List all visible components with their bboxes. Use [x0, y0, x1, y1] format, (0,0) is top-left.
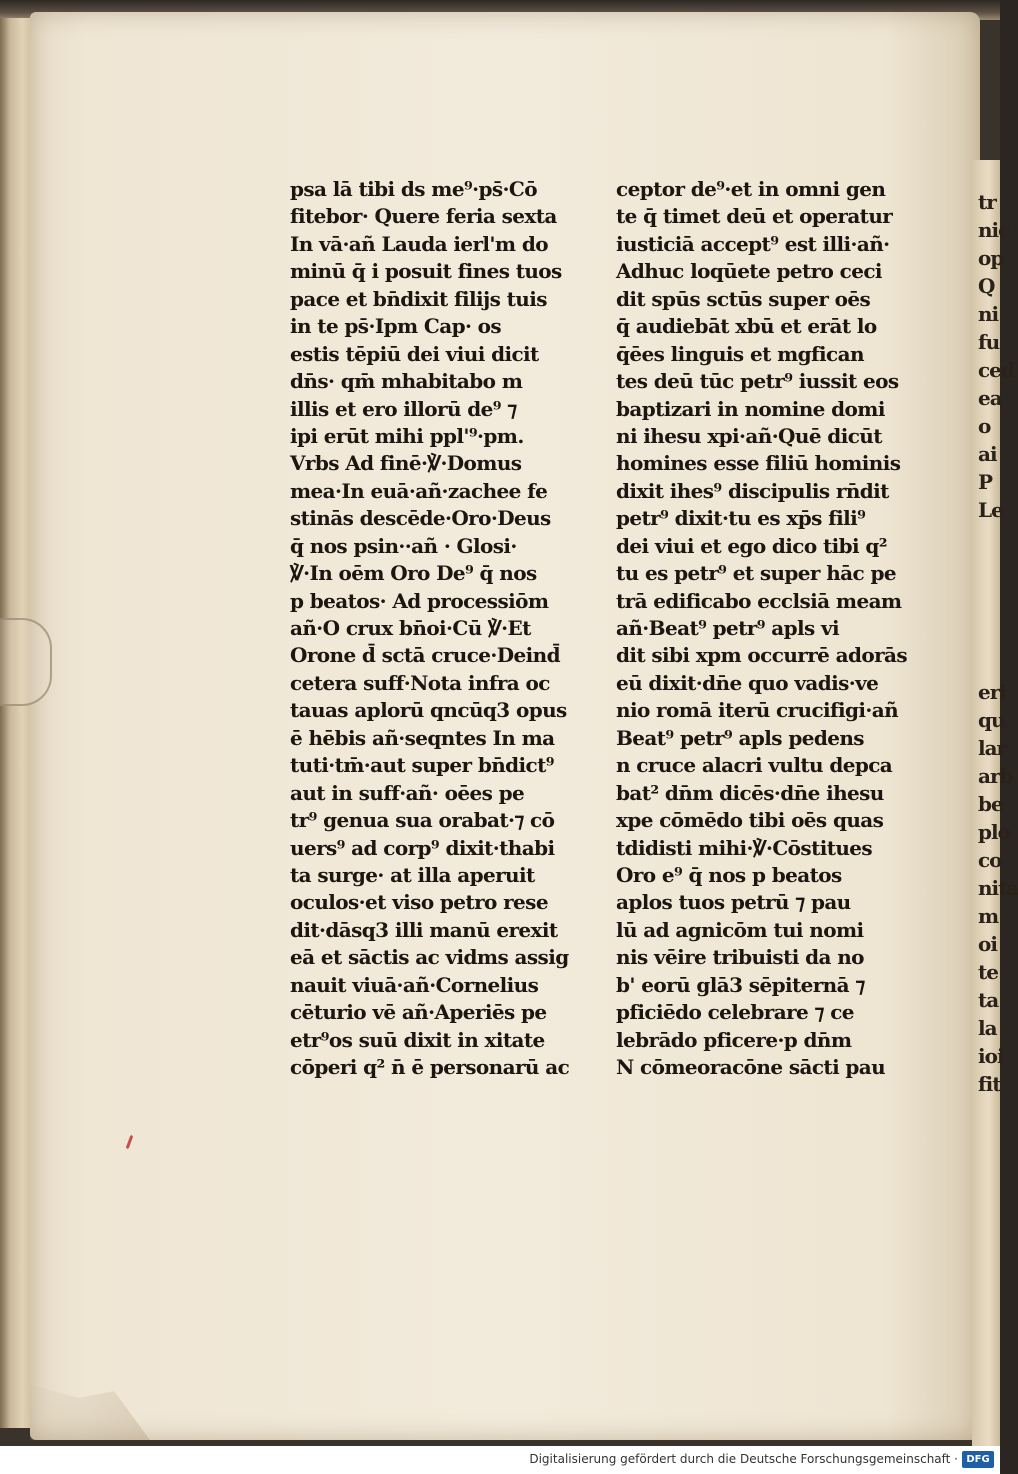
text-line: n cruce alacri vultu depca — [616, 753, 893, 778]
facing-page-fragment: o — [978, 414, 991, 438]
text-line: p beatos· Ad processiōm — [290, 588, 549, 613]
facing-page-fragment: eri — [978, 680, 1006, 704]
text-line: ipi erūt mihi ppl'⁹·pm. — [290, 423, 524, 448]
text-line: nauit viuā·añ·Cornelius — [290, 972, 539, 997]
text-line: bat² dn̄m dicēs·dn̄e ihesu — [616, 780, 884, 805]
facing-page-fragment: lar — [978, 736, 1007, 760]
text-line: Vrbs Ad finē·℣·Domus — [290, 451, 522, 476]
text-line: dit·dāsq3 illi manū erexit — [290, 917, 558, 942]
facing-page-fragment: fu — [978, 330, 1000, 354]
facing-page-fragment: ea — [978, 386, 1002, 410]
text-line: homines esse filiū hominis — [616, 451, 901, 476]
text-line: fitebor· Quere feria sexta — [290, 204, 557, 229]
text-line: baptizari in nomine domi — [616, 396, 885, 421]
facing-page-fragment: te — [978, 960, 998, 984]
text-line: tu es petr⁹ et super hāc pe — [616, 561, 896, 586]
text-line: aut in suff·añ· oēes pe — [290, 780, 525, 805]
text-line: q̄ audiebāt xbū et erāt lo — [616, 314, 877, 339]
text-line: trā edificabo ecclsiā meam — [616, 588, 902, 613]
footer-bar — [0, 1446, 1000, 1474]
text-line: pficiēdo celebrare ⁊ ce — [616, 1000, 854, 1025]
text-line: b' eorū glā3 sēpiternā ⁊ — [616, 972, 865, 997]
facing-page-fragment: ni — [978, 302, 999, 326]
text-line: nio romā iterū crucifigi·añ — [616, 698, 899, 723]
text-line: tdidisti mihi·℣·Cōstitues — [616, 835, 873, 860]
facing-page-strip — [972, 160, 1018, 1450]
text-line: añ·O crux bn̄oi·Cū ℣·Et — [290, 616, 531, 640]
facing-page-fragment: ai — [978, 442, 997, 466]
text-line: in te ps̄·Ipm Cap· os — [290, 314, 502, 339]
text-line: eā et sāctis ac vidms assig — [290, 945, 569, 970]
text-line: psa lā tibi ds me⁹·ps̄·Cō — [290, 177, 537, 201]
facing-page-fragment: Le — [978, 498, 1003, 522]
facing-page-fragment: arb — [978, 764, 1013, 788]
page-clip — [0, 618, 52, 706]
text-line: ℣·In oēm Oro De⁹ q̄ nos — [290, 561, 537, 586]
facing-page-fragment: nic — [978, 218, 1010, 242]
facing-page-fragment: oi — [978, 932, 997, 956]
text-line: stinās descēde·Oro·Deus — [290, 506, 551, 531]
facing-page-fragment: fit — [978, 1072, 1001, 1096]
facing-page-fragment: m — [978, 904, 999, 928]
facing-page-fragment: qu — [978, 708, 1005, 732]
text-line: lebrādo pficere·p dn̄m — [616, 1027, 852, 1052]
text-line: Orone d̄ sctā cruce·Deind̄ — [290, 643, 560, 668]
text-line: mea·In euā·añ·zachee fe — [290, 478, 548, 503]
text-line: ē hēbis añ·seqntes In ma — [290, 725, 555, 750]
text-line: q̄ nos psin··añ · Glosi· — [290, 533, 517, 558]
text-line: nis vēire tribuisti da no — [616, 945, 864, 970]
text-line: dei viui et ego dico tibi q² — [616, 533, 887, 558]
text-line: petr⁹ dixit·tu es xp̄s fili⁹ — [616, 506, 866, 531]
facing-page-fragment: ced — [978, 358, 1014, 382]
text-column-left — [290, 176, 590, 1081]
text-line: xpe cōmēdo tibi oēs quas — [616, 808, 884, 833]
text-line: ta surge· at illa aperuit — [290, 862, 535, 887]
text-line: uers⁹ ad corp⁹ dixit·thabi — [290, 835, 555, 860]
text-line: oculos·et viso petro rese — [290, 890, 548, 915]
text-line: dixit ihes⁹ discipulis rn̄dit — [616, 478, 889, 503]
text-line: ni ihesu xpi·añ·Quē dicūt — [616, 423, 882, 448]
facing-page-fragment: nita — [978, 876, 1018, 900]
dfg-logo: DFG — [962, 1451, 994, 1468]
text-line: dit spūs sctūs super oēs — [616, 286, 871, 311]
text-line: añ·Beat⁹ petr⁹ apls vi — [616, 616, 840, 640]
text-line: Oro e⁹ q̄ nos p beatos — [616, 862, 842, 887]
text-line: cōperi q² n̄ ē personarū ac — [290, 1055, 570, 1079]
text-line: cetera suff·Nota infra oc — [290, 670, 550, 695]
facing-page-fragment: ta — [978, 988, 999, 1012]
text-line: minū q̄ i posuit fines tuos — [290, 259, 562, 284]
text-line: te q̄ timet deū et operatur — [616, 204, 893, 229]
text-line: tauas aplorū qncūq3 opus — [290, 698, 567, 723]
text-line: pace et bn̄dixit filijs tuis — [290, 286, 547, 311]
facing-page-fragment: co — [978, 848, 1002, 872]
facing-page-fragment: Q — [978, 274, 995, 298]
text-line: dn̄s· qm̄ mhabitabo m — [290, 369, 523, 394]
text-line: N cōmeoracōne sācti pau — [616, 1055, 886, 1079]
text-line: tuti·tm̄·aut super bn̄dict⁹ — [290, 753, 554, 778]
text-line: tr⁹ genua sua orabat·⁊ cō — [290, 808, 555, 833]
footer-credit: Digitalisierung gefördert durch die Deutsche Forschungsgemeinschaft · — [529, 1452, 958, 1466]
text-line: tes deū tūc petr⁹ iussit eos — [616, 369, 899, 394]
text-line: q̄ēes linguis et mgfican — [616, 341, 864, 366]
text-line: iusticiā accept⁹ est illi·añ· — [616, 231, 890, 256]
text-line: illis et ero illorū de⁹ ⁊ — [290, 396, 517, 421]
text-line: dit sibi xpm occurrē adorās — [616, 643, 908, 668]
text-line: aplos tuos petrū ⁊ pau — [616, 890, 851, 915]
facing-page-fragment: ioi — [978, 1044, 1004, 1068]
text-line: Beat⁹ petr⁹ apls pedens — [616, 725, 864, 750]
text-line: etr⁹os suū dixit in xitate — [290, 1027, 545, 1052]
text-line: In vā·añ Lauda ierl'm do — [290, 231, 548, 256]
text-line: estis tēpiū dei viui dicit — [290, 341, 539, 366]
text-line: Adhuc loqūete petro ceci — [616, 259, 882, 284]
facing-page-fragment: tr — [978, 190, 996, 214]
text-line: lū ad agnicōm tui nomi — [616, 917, 864, 942]
text-line: ceptor de⁹·et in omni gen — [616, 177, 886, 201]
text-column-right — [616, 176, 916, 1081]
facing-page-fragment: la — [978, 1016, 997, 1040]
facing-page-fragment: op — [978, 246, 1004, 270]
facing-page-fragment: plo — [978, 820, 1010, 844]
text-line: eū dixit·dn̄e quo vadis·ve — [616, 670, 879, 695]
facing-page-fragment: be — [978, 792, 1003, 816]
facing-page-fragment: P — [978, 470, 993, 494]
text-line: cēturio vē añ·Aperiēs pe — [290, 1000, 547, 1025]
